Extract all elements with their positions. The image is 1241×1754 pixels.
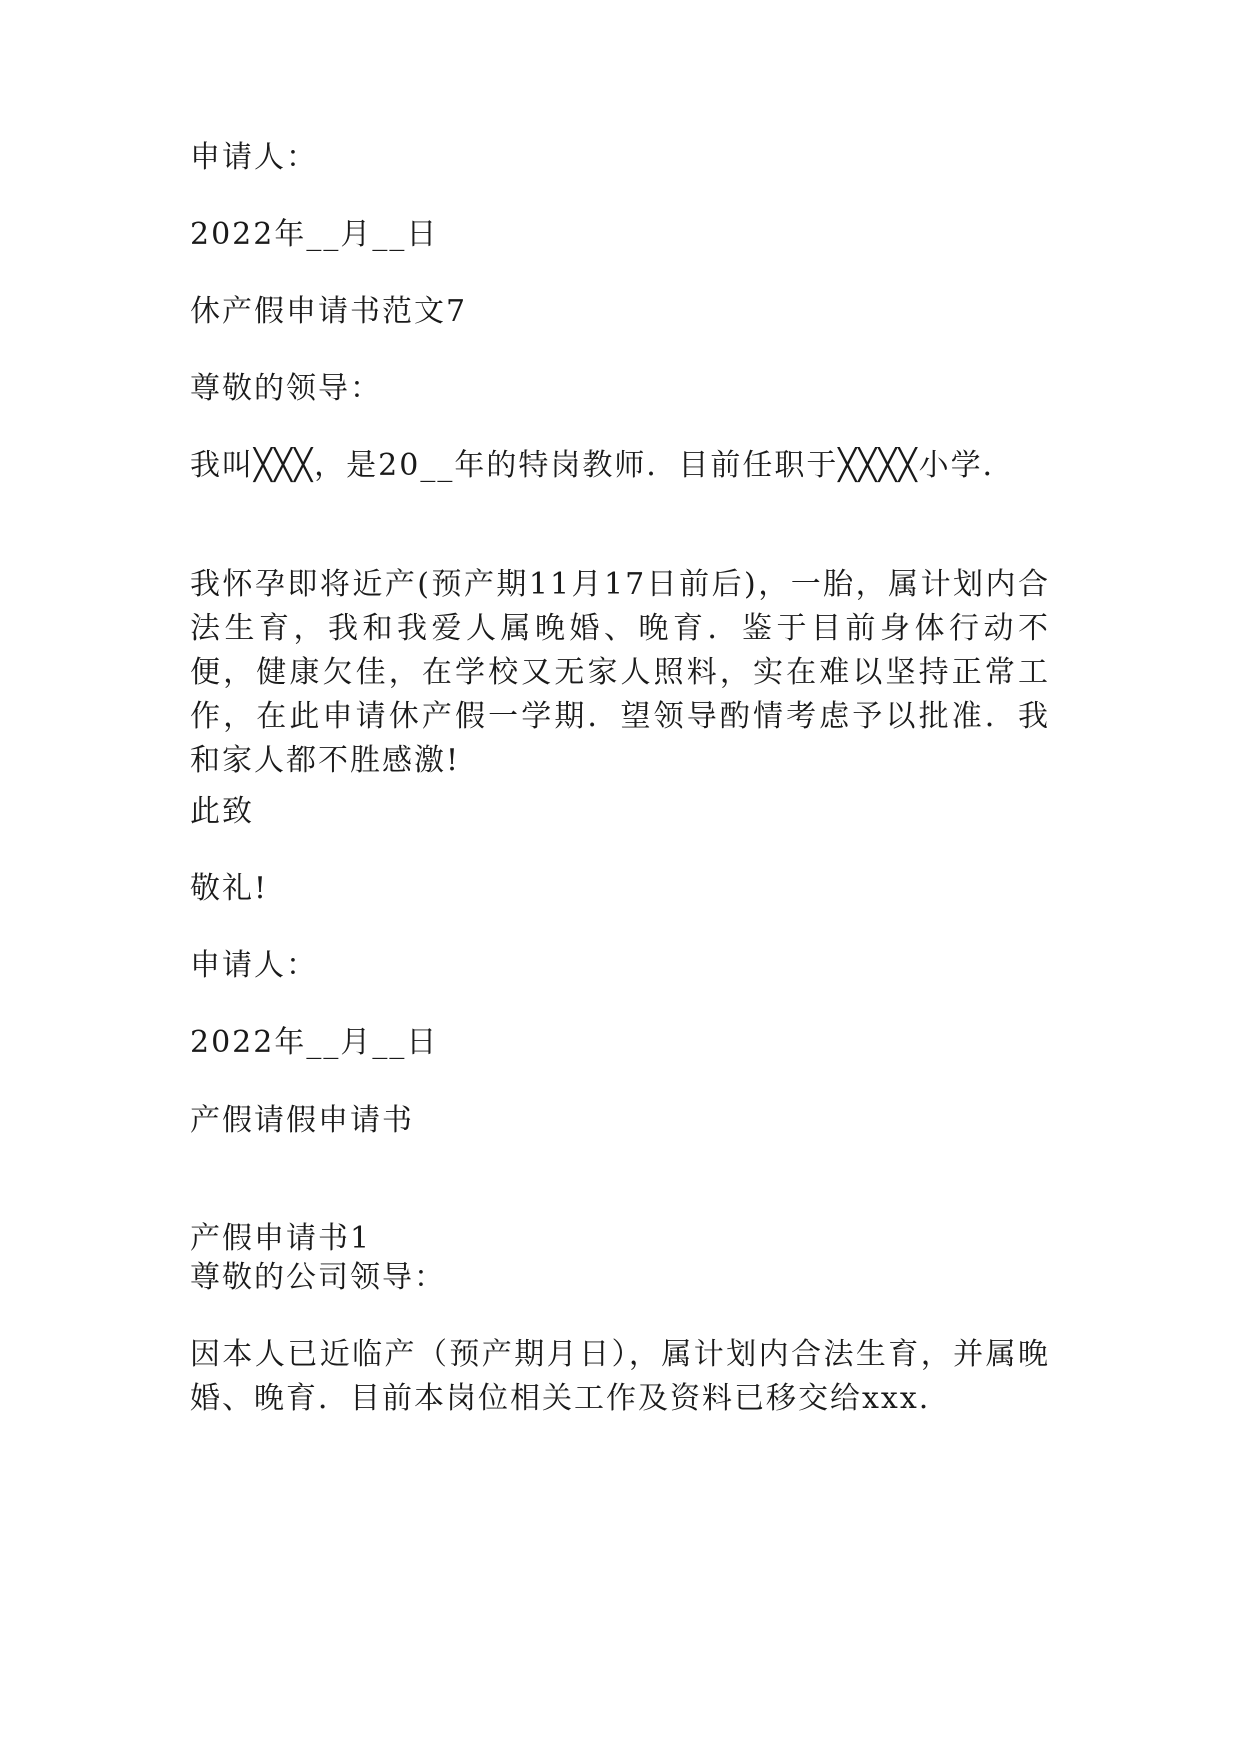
salutation: 尊敬的领导： [190, 371, 382, 406]
closing-jingli: 敬礼! [190, 871, 269, 906]
sample-title-1: 产假申请书1 [190, 1221, 372, 1256]
date-line-2: 2022年__月__日 [190, 1025, 439, 1060]
company-paragraph: 因本人已近临产（预产期月日），属计划内合法生育，并属晚婚、晚育．目前本岗位相关工作及资料已移交给xxx. [190, 1337, 1050, 1416]
intro-paragraph: 我叫╳╳╳，是20__年的特岗教师．目前任职于╳╳╳╳小学． [190, 448, 1015, 483]
section-title: 休产假申请书范文7 [190, 294, 468, 329]
applicant-label: 申请人： [190, 140, 318, 175]
closing-cizhi: 此致 [190, 794, 254, 829]
salutation-company: 尊敬的公司领导： [190, 1260, 446, 1295]
body-paragraph: 我怀孕即将近产(预产期11月17日前后)，一胎，属计划内合法生育，我和我爱人属晚婚、晚育．鉴于目前身体行动不便，健康欠佳，在学校又无家人照料，实在难以坚持正常工作，在此申请休产假一学期．望领导酌情考虑予以批准．我和家人都不胜感激! [190, 567, 1050, 778]
heading-maternity-leave: 产假请假申请书 [190, 1103, 414, 1138]
date-line: 2022年__月__日 [190, 217, 439, 252]
applicant-label-2: 申请人： [190, 948, 318, 983]
